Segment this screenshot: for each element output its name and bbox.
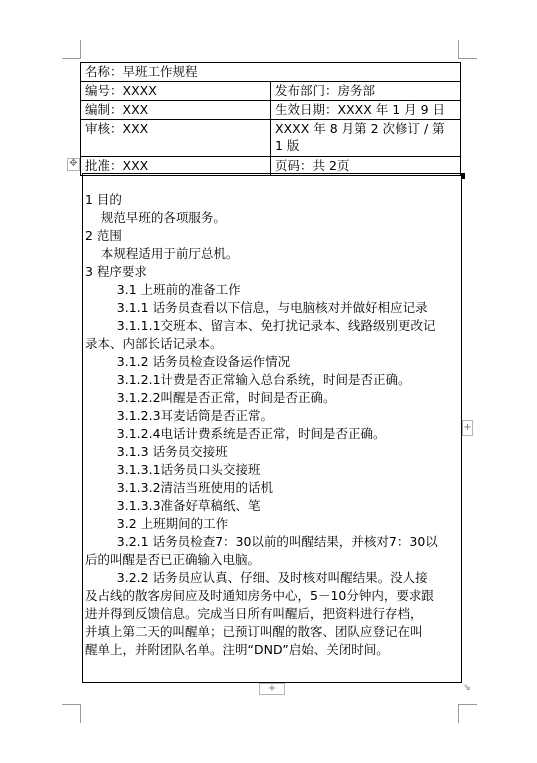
revision-line: 1 版 xyxy=(275,138,300,153)
body-line: 3.1 上班前的准备工作 xyxy=(85,282,241,297)
body-line: 3.1.2.1计费是否正常输入总台系统，时间是否正确。 xyxy=(85,372,411,387)
body-line: 3.1.3.1话务员口头交接班 xyxy=(85,462,261,477)
body-line: 3.1.2 话务员检查设备运作情况 xyxy=(85,354,291,369)
body-line: 录本、内部长话记录本。 xyxy=(85,336,223,351)
body-line: 规范早班的各项服务。 xyxy=(85,210,226,225)
approver-cell[interactable]: 批准：XXX xyxy=(81,157,271,176)
revision-cell[interactable] xyxy=(271,120,461,157)
page-count-cell[interactable]: 页码：共 2页 xyxy=(271,157,461,176)
body-line: 后的叫醒是否已正确输入电脑。 xyxy=(85,552,261,567)
body-line: 及占线的散客房间应及时通知房务中心，5－10分钟内，要求跟 xyxy=(85,588,434,603)
crop-mark-top-left xyxy=(62,40,81,59)
document-header-table xyxy=(80,62,461,176)
body-line: 醒单上，并附团队名单。注明“DND”启始、关闭时间。 xyxy=(85,642,389,657)
move-handle-icon[interactable]: ✥ xyxy=(67,158,80,171)
crop-mark-bottom-left xyxy=(62,704,81,723)
body-line: 3 程序要求 xyxy=(85,264,147,279)
department-cell[interactable]: 发布部门：房务部 xyxy=(271,82,461,101)
revision-line: XXXX 年 8 月第 2 次修订 / 第 xyxy=(275,121,445,136)
body-line: 本规程适用于前厅总机。 xyxy=(85,246,239,261)
header-row xyxy=(81,101,461,120)
body-line: 3.1.3.3准备好草稿纸、笔 xyxy=(85,498,261,513)
author-cell[interactable]: 编制：XXX xyxy=(81,101,271,120)
add-row-button[interactable]: + xyxy=(259,683,285,695)
document-body-text[interactable] xyxy=(85,191,461,659)
document-name-cell[interactable]: 名称：早班工作规程 xyxy=(81,63,461,82)
text-cursor xyxy=(462,173,465,179)
plus-icon[interactable]: + xyxy=(462,420,473,436)
body-line: 3.1.3 话务员交接班 xyxy=(85,444,228,459)
body-line: 3.1.3.2清洁当班使用的话机 xyxy=(85,480,274,495)
effective-date-cell[interactable]: 生效日期：XXXX 年 1 月 9 日 xyxy=(271,101,461,120)
reviewer-cell[interactable]: 审核：XXX xyxy=(81,120,271,157)
resize-handle-icon[interactable]: ⇘ xyxy=(463,683,471,693)
body-line: 3.1.1 话务员查看以下信息，与电脑核对并做好相应记录 xyxy=(85,300,428,315)
body-line: 3.2.2 话务员应认真、仔细、及时核对叫醒结果。没人接 xyxy=(85,570,428,585)
crop-mark-bottom-right xyxy=(458,704,477,723)
header-row xyxy=(81,82,461,101)
crop-mark-top-right xyxy=(458,40,477,59)
body-line: 3.1.2.4电话计费系统是否正常，时间是否正确。 xyxy=(85,426,386,441)
header-row xyxy=(81,120,461,157)
body-line: 进并得到反馈信息。完成当日所有叫醒后，把资料进行存档， xyxy=(85,606,423,621)
body-line: 2 范围 xyxy=(85,228,122,243)
body-line: 3.2 上班期间的工作 xyxy=(85,516,229,531)
header-row xyxy=(81,63,461,82)
body-line: 1 目的 xyxy=(85,192,122,207)
body-line: 3.1.2.2叫醒是否正常，时间是否正确。 xyxy=(85,390,336,405)
body-line: 3.1.2.3耳麦话筒是否正常。 xyxy=(85,408,274,423)
body-line: 3.1.1.1交班本、留言本、免打扰记录本、线路级别更改记 xyxy=(85,318,436,333)
body-line: 并填上第二天的叫醒单；已预订叫醒的散客、团队应登记在叫 xyxy=(85,624,423,639)
body-line: 3.2.1 话务员检查7：30以前的叫醒结果，并核对7：30以 xyxy=(85,534,438,549)
document-code-cell[interactable]: 编号：XXXX xyxy=(81,82,271,101)
